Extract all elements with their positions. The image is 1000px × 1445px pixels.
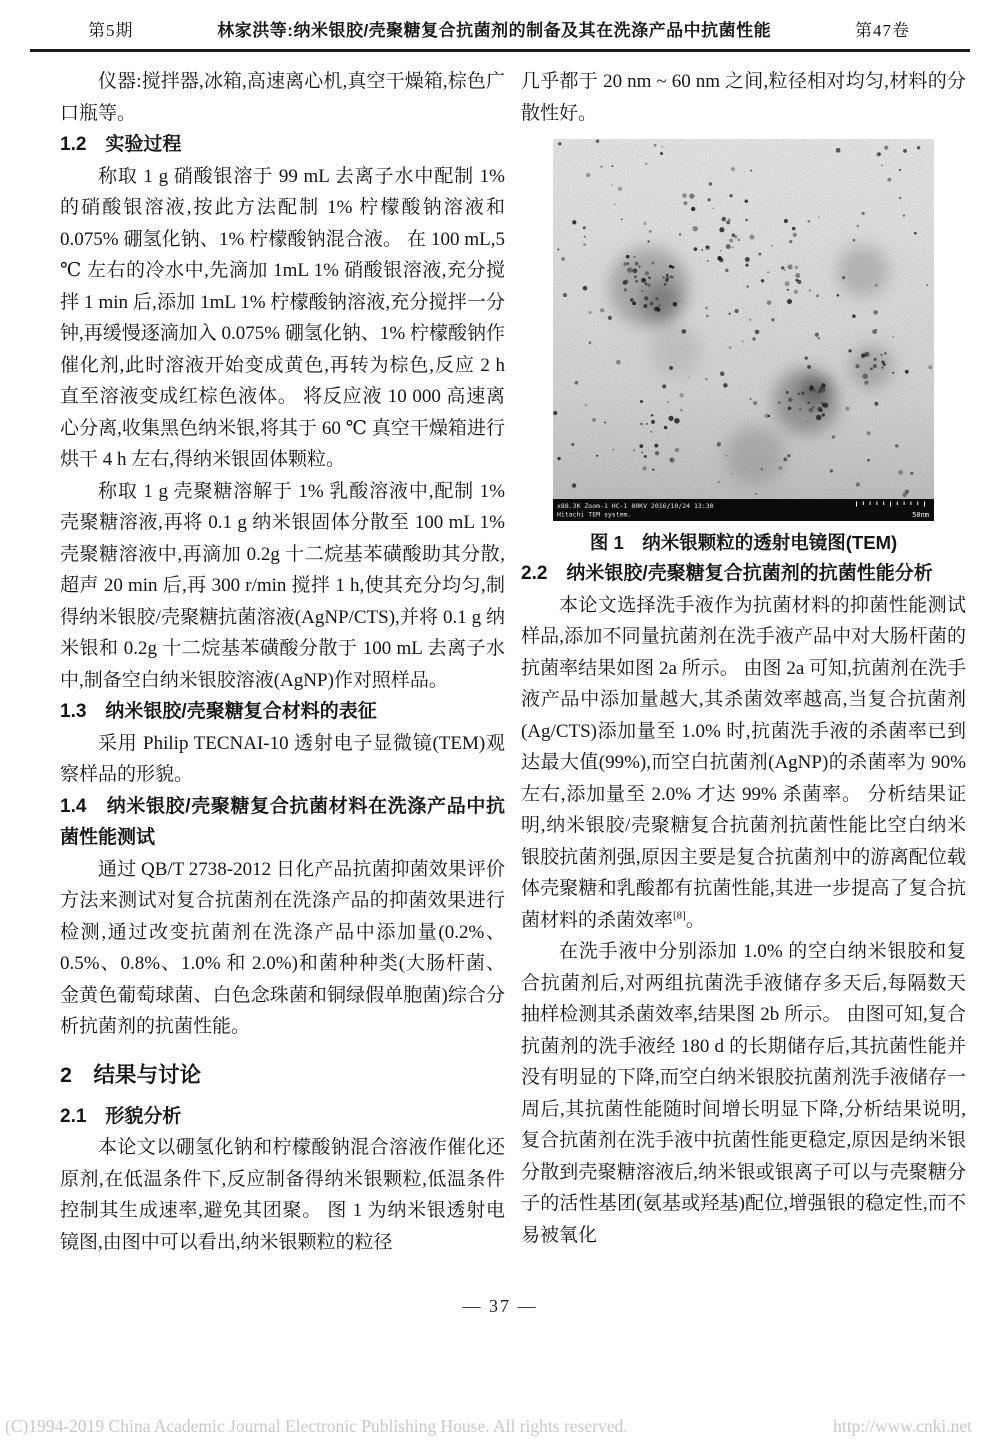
heading-1-4: 1.4 纳米银胶/壳聚糖复合抗菌材料在洗涤产品中抗菌性能测试 [60, 795, 505, 848]
tem-status-line1: x88.3K Zoom-1 HC-1 80KV 2016/10/24 13:30 [557, 502, 714, 510]
heading-1-3: 1.3 纳米银胶/壳聚糖复合材料的表征 [60, 701, 377, 722]
paragraph-characterization: 采用 Philip TECNAI-10 透射电子显微镜(TEM)观察样品的形貌。 [60, 732, 505, 785]
paragraph-test-method: 通过 QB/T 2738-2012 日化产品抗菌抑菌效果评价方法来测试对复合抗菌剂在洗涤产品的抑菌效果进行检测,通过改变抗菌剂在洗涤产品中添加量(0.2%、0.5%、0.8%、1.0% 和 2.0%)和菌种种类(大肠杆菌、金黄色葡萄球菌、白色念珠菌和铜绿假单胞菌)综合分析抗菌剂的抗菌性能。 [60, 858, 505, 1037]
heading-1-2: 1.2 实验过程 [60, 134, 182, 155]
tem-status-line2: Hitachi TEM system. [557, 510, 632, 519]
paragraph-chitosan-prep: 称取 1 g 壳聚糖溶解于 1% 乳酸溶液中,配制 1% 壳聚糖溶液,再将 0.1 g 纳米银固体分散至 100 mL 1% 壳聚糖溶液中,再滴加 0.2g 十二烷基苯磺酸助其分散,超声 20 min 后,再 300 r/min 搅拌 1 h,使其充分均匀,制得纳米银胶/壳聚糖抗菌溶液(AgNP/CTS),并将 0.1 g 纳米银和 0.2g 十二烷基苯磺酸分散于 100 mL 去离子水中,制备空白纳米银胶溶液(AgNP)作对照样品。 [60, 480, 505, 691]
page-number: — 37 — [462, 1296, 538, 1316]
heading-2-results: 2 结果与讨论 [60, 1062, 201, 1087]
issue-label: 第5期 [88, 21, 134, 40]
running-title: 林家洪等:纳米银胶/壳聚糖复合抗菌剂的制备及其在洗涤产品中抗菌性能 [217, 21, 772, 40]
paragraph-antibacterial-analysis [521, 590, 966, 937]
right-column [521, 66, 966, 1258]
paragraph-instruments: 仪器:搅拌器,冰箱,高速离心机,真空干燥箱,棕色广口瓶等。 [60, 71, 505, 124]
paragraph-storage-stability: 在洗手液中分别添加 1.0% 的空白纳米银胶和复合抗菌剂后,对两组抗菌洗手液储存多天后,每隔数天抽样检测其杀菌效率,结果图 2b 所示。 由图可知,复合抗菌剂的洗手液经 180 d 的长期储存后,其抗菌性能并没有明显的下降,而空白纳米银胶抗菌剂洗手液储存一周后,其抗菌性能随时间增长明显下降,分析结果说明,复合抗菌剂在洗手液中抗菌性能更稳定,原因是纳米银分散到壳聚糖溶液后,纳米银或银离子可以与壳聚糖分子的活性基团(氨基或羟基)配位,增强银的稳定性,而不易被氧化 [521, 941, 966, 1246]
paragraph-morphology-continued: 几乎都于 20 nm ~ 60 nm 之间,粒径相对均匀,材料的分散性好。 [521, 71, 966, 124]
heading-2-1: 2.1 形貌分析 [60, 1105, 182, 1127]
antibacterial-text: 本论文选择洗手液作为抗菌材料的抑菌性能测试样品,添加不同量抗菌剂在洗手液产品中对大肠杆菌的抗菌率结果如图 2a 所示。 由图 2a 可知,抗菌剂在洗手液产品中添加量越大,其杀菌效率越高,当复合抗菌剂(Ag/CTS)添加量至 1.0% 时,抗菌洗手液的杀菌率已到达最大值(99%),而空白抗菌剂(AgNP)的杀菌率为 90% 左右,添加量至 2.0% 才达 99% 杀菌率。 分析结果证明,纳米银胶/壳聚糖复合抗菌剂抗菌性能比空白纳米银胶抗菌剂强,原因主要是复合抗菌剂中的游离配位载体壳聚糖和乳酸都有抗菌性能,其进一步提高了复合抗菌材料的杀菌效率 [521, 594, 966, 931]
tem-scale-label: 50nm [912, 511, 929, 519]
two-column-body [0, 52, 1000, 1258]
footer [5, 1416, 972, 1437]
left-column [60, 66, 505, 1258]
volume-label: 第47卷 [854, 21, 910, 40]
running-header [0, 0, 1000, 48]
reference-8-superscript: [8] [673, 909, 686, 922]
tem-image [553, 139, 934, 521]
paragraph-morphology: 本论文以硼氢化钠和柠檬酸钠混合溶液作催化还原剂,在低温条件下,反应制备得纳米银颗粒,低温条件控制其生成速率,避免其团聚。 图 1 为纳米银透射电镜图,由图中可以看出,纳米银颗粒的粒径 [60, 1137, 505, 1253]
antibacterial-text-end: 。 [685, 909, 705, 931]
paragraph-silver-prep: 称取 1 g 硝酸银溶于 99 mL 去离子水中配制 1% 的硝酸银溶液,按此方法配制 1% 柠檬酸钠溶液和 0.075% 硼氢化钠、1% 柠檬酸钠混合液。 在 100 mL,5 ℃ 左右的冷水中,先滴加 1mL 1% 硝酸银溶液,充分搅拌 1 min 后,添加 1mL 1% 柠檬酸钠溶液,充分搅拌一分钟,再缓慢逐滴加入 0.075% 硼氢化钠、1% 柠檬酸钠作催化剂,此时溶液开始变成黄色,再转为棕色,反应 2 h 直至溶液变成红棕色液体。 将反应液 10 000 高速离心分离,收集黑色纳米银,将其于 60 ℃ 真空干燥箱进行烘干 4 h 左右,得纳米银固体颗粒。 [60, 165, 505, 470]
figure-1 [521, 139, 966, 556]
figure-1-caption: 图 1 纳米银颗粒的透射电镜图(TEM) [589, 532, 898, 553]
copyright-notice: (C)1994-2019 China Academic Journal Electronic Publishing House. All rights reserved. [5, 1416, 628, 1436]
cnki-url: http://www.cnki.net [833, 1416, 972, 1436]
heading-2-2: 2.2 纳米银胶/壳聚糖复合抗菌剂的抗菌性能分析 [521, 563, 933, 584]
